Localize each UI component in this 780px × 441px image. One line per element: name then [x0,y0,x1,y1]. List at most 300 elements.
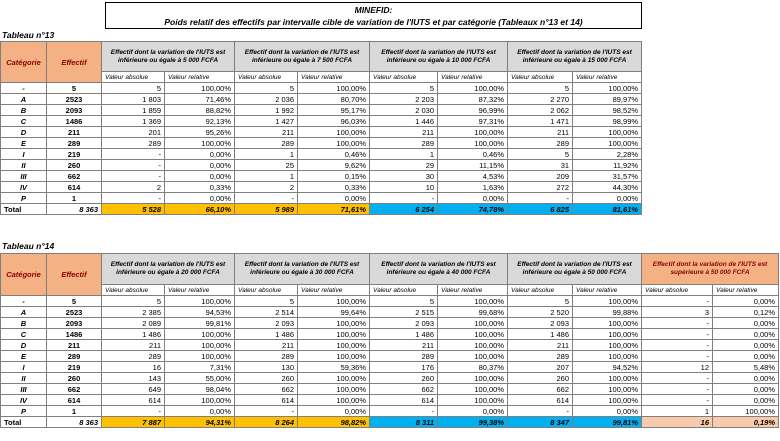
cell-effectif: 260 [47,373,102,384]
cell-valeur-relative: 44,30% [573,182,642,193]
cell-valeur-relative: 98,99% [573,116,642,127]
cell-valeur-absolue: 211 [235,127,298,138]
cell-valeur-relative: 100,00% [438,138,508,149]
cell-valeur-relative: 100,00% [573,384,642,395]
cell-valeur-relative: 100,00% [573,340,642,351]
cell-categorie: C [1,116,47,127]
cell-valeur-absolue: 1 486 [102,329,165,340]
cell-valeur-absolue: 289 [102,138,165,149]
cell-categorie: C [1,329,47,340]
cell-valeur-absolue: 25 [235,160,298,171]
table-row [1,384,779,395]
cell-categorie: B [1,105,47,116]
cell-valeur-relative: 100,00% [573,138,642,149]
total-valeur-relative: 71,61% [298,204,370,215]
cell-valeur-absolue: 30 [370,171,438,182]
cell-valeur-absolue: - [235,193,298,204]
cell-valeur-absolue: 143 [102,373,165,384]
cell-valeur-relative: 0,00% [713,373,779,384]
cell-valeur-absolue: 1 427 [235,116,298,127]
cell-valeur-relative: 99,68% [438,307,508,318]
cell-valeur-absolue: 260 [508,373,573,384]
table-row [1,182,642,193]
cell-valeur-relative: 100,00% [438,351,508,362]
cell-categorie: IV [1,395,47,406]
document-title-box [105,2,642,29]
header-group-3: Effectif dont la variation de l'IUTS est inférieure ou égale à 10 000 FCFA [370,42,508,72]
cell-valeur-relative: 0,00% [165,149,235,160]
cell-valeur-absolue: 1 [642,406,713,417]
subheader-valeur-relative: Valeur relative [165,285,235,296]
total-valeur-absolue: 8 311 [370,417,438,428]
cell-valeur-absolue: 1 471 [508,116,573,127]
cell-valeur-absolue: - [642,373,713,384]
cell-valeur-absolue: 1 369 [102,116,165,127]
cell-valeur-absolue: 2 [102,182,165,193]
cell-valeur-absolue: 662 [508,384,573,395]
cell-valeur-relative: 100,00% [298,351,370,362]
header-group-1: Effectif dont la variation de l'IUTS est inférieure ou égale à 20 000 FCFA [102,254,235,285]
cell-valeur-relative: 87,32% [438,94,508,105]
header-group-1: Effectif dont la variation de l'IUTS est inférieure ou égale à 5 000 FCFA [102,42,235,72]
cell-valeur-absolue: 2 385 [102,307,165,318]
table-row [1,296,779,307]
cell-valeur-relative: 0,00% [713,351,779,362]
total-effectif: 8 363 [47,417,102,428]
cell-valeur-relative: 0,00% [438,193,508,204]
cell-valeur-relative: 59,36% [298,362,370,373]
cell-valeur-relative: 99,88% [573,307,642,318]
cell-valeur-relative: 88,82% [165,105,235,116]
cell-valeur-absolue: 614 [235,395,298,406]
cell-valeur-absolue: 211 [370,127,438,138]
cell-valeur-relative: 100,00% [298,373,370,384]
cell-valeur-relative: 0,12% [713,307,779,318]
cell-valeur-relative: 100,00% [438,384,508,395]
cell-valeur-absolue: 614 [508,395,573,406]
cell-valeur-absolue: - [642,318,713,329]
table14-caption: Tableau n°14 [2,241,55,251]
cell-valeur-relative: 0,46% [438,149,508,160]
cell-valeur-absolue: 289 [235,138,298,149]
cell-valeur-relative: 100,00% [298,318,370,329]
cell-valeur-relative: 100,00% [438,318,508,329]
table-row [1,149,642,160]
cell-valeur-relative: 100,00% [713,406,779,417]
subheader-valeur-absolue: Valeur absolue [508,72,573,83]
header-group-3: Effectif dont la variation de l'IUTS est inférieure ou égale à 40 000 FCFA [370,254,508,285]
header-effectif: Effectif [47,42,102,83]
cell-valeur-relative: 0,00% [298,406,370,417]
cell-valeur-relative: 100,00% [165,340,235,351]
table-row [1,138,642,149]
total-valeur-relative: 66,10% [165,204,235,215]
cell-valeur-absolue: - [102,406,165,417]
cell-valeur-relative: 0,00% [165,171,235,182]
cell-valeur-relative: 80,37% [438,362,508,373]
cell-valeur-absolue: 2 203 [370,94,438,105]
subheader-valeur-absolue: Valeur absolue [370,72,438,83]
cell-valeur-relative: 11,15% [438,160,508,171]
cell-valeur-relative: 100,00% [165,351,235,362]
header-group-4: Effectif dont la variation de l'IUTS est inférieure ou égale à 50 000 FCFA [508,254,642,285]
table-row [1,193,642,204]
cell-valeur-relative: 11,92% [573,160,642,171]
cell-valeur-relative: 100,00% [438,395,508,406]
cell-categorie: A [1,307,47,318]
cell-valeur-absolue: 12 [642,362,713,373]
cell-valeur-absolue: 1 486 [508,329,573,340]
cell-categorie: D [1,340,47,351]
total-row [1,204,642,215]
cell-valeur-absolue: 3 [642,307,713,318]
cell-categorie: P [1,406,47,417]
cell-valeur-absolue: 16 [102,362,165,373]
cell-effectif: 614 [47,182,102,193]
cell-valeur-relative: 100,00% [438,340,508,351]
cell-effectif: 1486 [47,329,102,340]
cell-valeur-relative: 0,00% [165,160,235,171]
cell-valeur-relative: 0,00% [713,329,779,340]
cell-valeur-absolue: 5 [235,83,298,94]
subheader-valeur-absolue: Valeur absolue [370,285,438,296]
cell-valeur-absolue: 2 093 [370,318,438,329]
cell-valeur-relative: 55,00% [165,373,235,384]
header-group-5: Effectif dont la variation de l'IUTS est supérieure à 50 000 FCFA [642,254,779,285]
total-valeur-absolue: 7 887 [102,417,165,428]
table-row [1,362,779,373]
total-valeur-absolue: 6 825 [508,204,573,215]
cell-valeur-absolue: - [370,406,438,417]
cell-effectif: 1 [47,193,102,204]
cell-valeur-absolue: 10 [370,182,438,193]
cell-categorie: B [1,318,47,329]
cell-valeur-absolue: 614 [370,395,438,406]
cell-effectif: 614 [47,395,102,406]
cell-valeur-relative: 0,00% [165,193,235,204]
cell-valeur-relative: 100,00% [298,138,370,149]
table13-caption: Tableau n°13 [2,30,55,40]
table-row [1,340,779,351]
cell-valeur-relative: 7,31% [165,362,235,373]
cell-valeur-relative: 0,00% [713,395,779,406]
cell-categorie: I [1,149,47,160]
table-13 [0,41,642,215]
cell-valeur-absolue: 211 [508,127,573,138]
cell-valeur-absolue: 201 [102,127,165,138]
cell-valeur-absolue: 289 [102,351,165,362]
cell-effectif: 2093 [47,318,102,329]
table-row [1,351,779,362]
subheader-valeur-absolue: Valeur absolue [508,285,573,296]
cell-valeur-relative: 100,00% [165,296,235,307]
cell-valeur-relative: 100,00% [573,395,642,406]
cell-valeur-absolue: 5 [508,296,573,307]
cell-effectif: 219 [47,149,102,160]
cell-valeur-absolue: 2 030 [370,105,438,116]
table-row [1,160,642,171]
cell-valeur-absolue: - [102,160,165,171]
subheader-valeur-absolue: Valeur absolue [235,285,298,296]
cell-valeur-relative: 100,00% [298,83,370,94]
cell-valeur-absolue: 5 [370,296,438,307]
cell-valeur-relative: 92,13% [165,116,235,127]
cell-valeur-relative: 100,00% [298,395,370,406]
cell-valeur-relative: 4,53% [438,171,508,182]
cell-valeur-absolue: 614 [102,395,165,406]
cell-categorie: - [1,83,47,94]
total-valeur-relative: 0,19% [713,417,779,428]
cell-valeur-absolue: 5 [235,296,298,307]
table-14 [0,253,779,428]
cell-effectif: 662 [47,171,102,182]
total-valeur-absolue: 8 264 [235,417,298,428]
cell-valeur-absolue: 2 062 [508,105,573,116]
cell-effectif: 662 [47,384,102,395]
total-valeur-absolue: 6 254 [370,204,438,215]
total-valeur-relative: 99,81% [573,417,642,428]
cell-valeur-relative: 94,52% [573,362,642,373]
title-line-1: MINEFID: [354,5,393,15]
cell-valeur-absolue: 2 093 [235,318,298,329]
cell-valeur-relative: 100,00% [298,384,370,395]
cell-valeur-relative: 89,97% [573,94,642,105]
cell-valeur-relative: 100,00% [438,296,508,307]
cell-valeur-absolue: 2 514 [235,307,298,318]
cell-effectif: 2093 [47,105,102,116]
cell-effectif: 289 [47,351,102,362]
table-row [1,116,642,127]
cell-valeur-absolue: 662 [370,384,438,395]
cell-valeur-relative: 0,15% [298,171,370,182]
total-valeur-relative: 99,38% [438,417,508,428]
total-effectif: 8 363 [47,204,102,215]
cell-effectif: 2523 [47,307,102,318]
cell-effectif: 260 [47,160,102,171]
cell-valeur-absolue: 211 [102,340,165,351]
cell-effectif: 1486 [47,116,102,127]
table-row [1,406,779,417]
cell-categorie: P [1,193,47,204]
cell-categorie: A [1,94,47,105]
subheader-valeur-relative: Valeur relative [298,285,370,296]
cell-categorie: D [1,127,47,138]
cell-valeur-relative: 0,00% [573,406,642,417]
cell-valeur-relative: 1,63% [438,182,508,193]
cell-valeur-relative: 100,00% [298,296,370,307]
cell-valeur-relative: 0,00% [713,296,779,307]
cell-valeur-relative: 2,28% [573,149,642,160]
cell-valeur-relative: 0,33% [298,182,370,193]
cell-valeur-absolue: - [642,395,713,406]
cell-categorie: E [1,138,47,149]
cell-valeur-absolue: 31 [508,160,573,171]
cell-valeur-absolue: 260 [235,373,298,384]
cell-valeur-relative: 96,03% [298,116,370,127]
cell-categorie: E [1,351,47,362]
cell-valeur-relative: 100,00% [165,83,235,94]
cell-valeur-absolue: - [102,149,165,160]
table-row [1,127,642,138]
cell-valeur-absolue: 649 [102,384,165,395]
cell-valeur-absolue: 2 093 [508,318,573,329]
cell-valeur-relative: 100,00% [573,329,642,340]
cell-valeur-relative: 0,00% [298,193,370,204]
table-row [1,171,642,182]
cell-valeur-absolue: 1 486 [235,329,298,340]
cell-valeur-absolue: - [235,406,298,417]
total-valeur-absolue: 8 347 [508,417,573,428]
cell-valeur-relative: 71,46% [165,94,235,105]
cell-valeur-relative: 5,48% [713,362,779,373]
cell-effectif: 5 [47,296,102,307]
cell-valeur-absolue: 29 [370,160,438,171]
cell-valeur-absolue: 2 [235,182,298,193]
subheader-valeur-absolue: Valeur absolue [102,72,165,83]
cell-valeur-absolue: 662 [235,384,298,395]
cell-valeur-relative: 98,52% [573,105,642,116]
cell-valeur-absolue: 209 [508,171,573,182]
cell-valeur-absolue: 1 [370,149,438,160]
cell-valeur-absolue: - [370,193,438,204]
cell-valeur-relative: 0,00% [713,318,779,329]
total-valeur-relative: 74,78% [438,204,508,215]
subheader-valeur-relative: Valeur relative [438,285,508,296]
total-valeur-relative: 98,82% [298,417,370,428]
subheader-valeur-relative: Valeur relative [438,72,508,83]
subheader-valeur-absolue: Valeur absolue [235,72,298,83]
cell-valeur-relative: 100,00% [165,138,235,149]
cell-valeur-relative: 98,04% [165,384,235,395]
cell-valeur-absolue: - [642,329,713,340]
total-label: Total [1,417,47,428]
subheader-valeur-relative: Valeur relative [573,72,642,83]
cell-valeur-absolue: 211 [508,340,573,351]
cell-valeur-absolue: 2 515 [370,307,438,318]
cell-valeur-relative: 0,33% [165,182,235,193]
cell-valeur-relative: 95,17% [298,105,370,116]
cell-valeur-absolue: - [642,340,713,351]
cell-valeur-absolue: 5 [508,149,573,160]
cell-valeur-relative: 100,00% [438,127,508,138]
table-row [1,83,642,94]
total-label: Total [1,204,47,215]
table-row [1,94,642,105]
cell-valeur-absolue: - [642,296,713,307]
cell-valeur-absolue: - [642,384,713,395]
header-group-4: Effectif dont la variation de l'IUTS est inférieure ou égale à 15 000 FCFA [508,42,642,72]
cell-valeur-absolue: 5 [102,83,165,94]
cell-valeur-absolue: 5 [508,83,573,94]
cell-effectif: 219 [47,362,102,373]
cell-valeur-relative: 0,00% [713,384,779,395]
header-effectif: Effectif [47,254,102,296]
cell-valeur-absolue: 5 [102,296,165,307]
table-row [1,105,642,116]
table-row [1,373,779,384]
cell-categorie: II [1,160,47,171]
cell-categorie: III [1,384,47,395]
cell-valeur-relative: 100,00% [573,127,642,138]
cell-valeur-relative: 100,00% [438,329,508,340]
cell-valeur-relative: 0,00% [713,340,779,351]
cell-valeur-absolue: 260 [370,373,438,384]
cell-valeur-relative: 97,31% [438,116,508,127]
cell-effectif: 2523 [47,94,102,105]
cell-valeur-relative: 100,00% [573,318,642,329]
cell-valeur-absolue: 1 803 [102,94,165,105]
cell-categorie: I [1,362,47,373]
header-categorie: Catégorie [1,254,47,296]
total-valeur-absolue: 16 [642,417,713,428]
subheader-valeur-absolue: Valeur absolue [102,285,165,296]
cell-valeur-absolue: 1 446 [370,116,438,127]
cell-categorie: - [1,296,47,307]
cell-valeur-relative: 0,00% [573,193,642,204]
cell-valeur-absolue: 1 859 [102,105,165,116]
cell-valeur-relative: 100,00% [573,351,642,362]
title-line-2: Poids relatif des effectifs par intervalle cible de variation de l'IUTS et par catégorie (Tableaux n°13 et 14) [164,17,583,27]
cell-valeur-relative: 99,64% [298,307,370,318]
total-valeur-absolue: 5 989 [235,204,298,215]
subheader-valeur-relative: Valeur relative [165,72,235,83]
cell-valeur-absolue: 272 [508,182,573,193]
table-row [1,395,779,406]
cell-valeur-relative: 94,53% [165,307,235,318]
table-row [1,307,779,318]
cell-valeur-relative: 95,26% [165,127,235,138]
cell-valeur-absolue: 2 270 [508,94,573,105]
cell-valeur-relative: 9,62% [298,160,370,171]
subheader-valeur-absolue: Valeur absolue [642,285,713,296]
cell-valeur-absolue: 289 [370,351,438,362]
cell-valeur-absolue: 2 036 [235,94,298,105]
cell-valeur-absolue: 1 992 [235,105,298,116]
subheader-valeur-relative: Valeur relative [298,72,370,83]
header-categorie: Catégorie [1,42,47,83]
cell-valeur-absolue: - [102,171,165,182]
total-valeur-relative: 94,31% [165,417,235,428]
cell-categorie: IV [1,182,47,193]
cell-valeur-relative: 99,81% [165,318,235,329]
cell-valeur-absolue: - [508,406,573,417]
cell-valeur-relative: 100,00% [298,340,370,351]
cell-valeur-absolue: 1 [235,149,298,160]
cell-valeur-absolue: 211 [235,340,298,351]
total-row [1,417,779,428]
cell-valeur-absolue: - [508,193,573,204]
cell-valeur-relative: 0,46% [298,149,370,160]
cell-valeur-relative: 31,57% [573,171,642,182]
cell-valeur-absolue: 2 520 [508,307,573,318]
cell-valeur-relative: 80,70% [298,94,370,105]
total-valeur-relative: 81,61% [573,204,642,215]
cell-valeur-relative: 100,00% [165,395,235,406]
cell-valeur-absolue: 289 [508,351,573,362]
cell-valeur-relative: 100,00% [573,296,642,307]
cell-valeur-relative: 100,00% [573,83,642,94]
cell-valeur-absolue: - [102,193,165,204]
cell-effectif: 211 [47,127,102,138]
subheader-valeur-relative: Valeur relative [573,285,642,296]
header-group-2: Effectif dont la variation de l'IUTS est inférieure ou égale à 30 000 FCFA [235,254,370,285]
cell-valeur-relative: 100,00% [438,373,508,384]
cell-valeur-absolue: 211 [370,340,438,351]
table-row [1,318,779,329]
subheader-valeur-relative: Valeur relative [713,285,779,296]
cell-valeur-absolue: - [642,351,713,362]
cell-valeur-absolue: 2 089 [102,318,165,329]
